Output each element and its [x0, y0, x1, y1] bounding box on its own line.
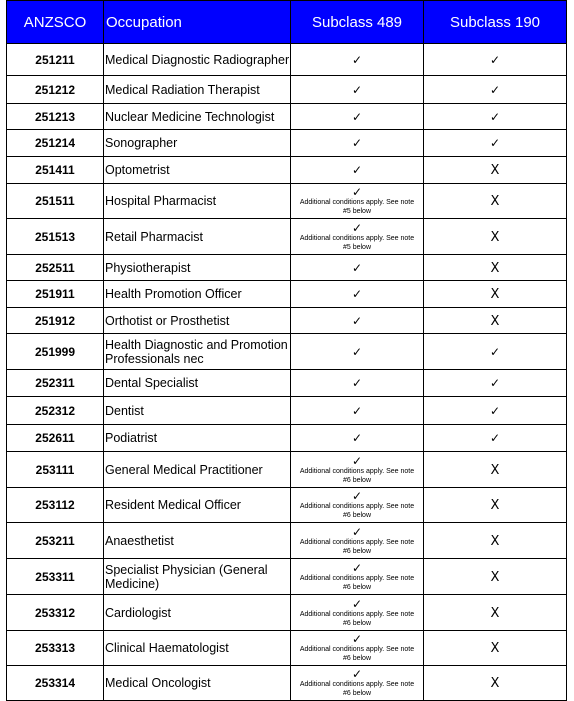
anzsco-code: 251211 [7, 44, 104, 76]
occupation-name: Dental Specialist [104, 370, 291, 397]
anzsco-code: 253312 [7, 595, 104, 631]
anzsco-code: 251511 [7, 184, 104, 219]
checkmark-icon: ✓ [351, 109, 363, 124]
checkmark-icon: ✓ [351, 376, 363, 390]
table-row [7, 631, 567, 666]
anzsco-code: 251411 [7, 157, 104, 184]
occupation-name: Podiatrist [104, 425, 291, 452]
conditions-note: Additional conditions apply. See note [299, 503, 415, 510]
table-row [7, 184, 567, 219]
occupation-name: Orthotist or Prosthetist [104, 308, 291, 334]
anzsco-code: 251912 [7, 308, 104, 334]
conditions-note: Additional conditions apply. See note [299, 467, 415, 475]
checkmark-icon: ✓ [351, 260, 363, 275]
subclass-190-cell [424, 334, 567, 370]
subclass-489-cell [291, 44, 424, 76]
subclass-190-cell [424, 219, 567, 255]
anzsco-code: 251999 [7, 334, 104, 370]
anzsco-code: 253311 [7, 559, 104, 595]
subclass-190-cell [424, 631, 567, 666]
checkmark-icon: ✓ [351, 344, 363, 359]
occupation-name: Medical Radiation Therapist [104, 76, 291, 104]
table-row [7, 370, 567, 397]
table-row [7, 488, 567, 523]
header-subclass-190: Subclass 190 [424, 1, 567, 44]
subclass-489-cell [291, 255, 424, 281]
anzsco-code: 253211 [7, 523, 104, 559]
conditions-note-ref: #6 below [342, 619, 372, 627]
subclass-190-cell [424, 666, 567, 701]
anzsco-code: 252312 [7, 397, 104, 425]
subclass-489-cell [291, 488, 424, 523]
subclass-190-cell [424, 281, 567, 308]
table-row [7, 44, 567, 76]
subclass-489-cell [291, 631, 424, 666]
subclass-190-cell [424, 370, 567, 397]
subclass-489-cell [291, 219, 424, 255]
header-occupation: Occupation [104, 1, 291, 44]
anzsco-code: 251212 [7, 76, 104, 104]
cross-icon: X [490, 194, 500, 209]
header-subclass-489: Subclass 489 [291, 1, 424, 44]
cross-icon: X [490, 163, 500, 178]
subclass-489-cell [291, 666, 424, 701]
table-row [7, 308, 567, 334]
checkmark-icon: ✓ [351, 163, 363, 177]
cross-icon: X [490, 569, 500, 585]
conditions-note-ref: #6 below [342, 476, 372, 484]
cross-icon: X [490, 229, 500, 245]
subclass-190-cell [424, 157, 567, 184]
anzsco-code: 252311 [7, 370, 104, 397]
subclass-489-cell [291, 184, 424, 219]
anzsco-code: 252611 [7, 425, 104, 452]
occupation-name: Physiotherapist [104, 255, 291, 281]
cross-icon: X [490, 287, 500, 302]
subclass-489-cell [291, 370, 424, 397]
subclass-190-cell [424, 44, 567, 76]
subclass-489-cell [291, 559, 424, 595]
occupation-name: Health Promotion Officer [104, 281, 291, 308]
checkmark-icon: ✓ [351, 489, 363, 503]
occupation-name: General Medical Practitioner [104, 452, 291, 488]
checkmark-icon: ✓ [351, 596, 363, 611]
anzsco-code: 253111 [7, 452, 104, 488]
table-row [7, 255, 567, 281]
conditions-note: Additional conditions apply. See note [299, 538, 415, 546]
anzsco-code: 252511 [7, 255, 104, 281]
occupation-name: Optometrist [104, 157, 291, 184]
subclass-190-cell [424, 104, 567, 130]
checkmark-icon: ✓ [351, 313, 363, 328]
subclass-489-cell [291, 595, 424, 631]
occupation-name: Specialist Physician (General Medicine) [104, 559, 291, 595]
table-row [7, 523, 567, 559]
conditions-note: Additional conditions apply. See note [299, 199, 415, 206]
checkmark-icon: ✓ [351, 52, 363, 67]
subclass-190-cell [424, 488, 567, 523]
occupation-name: Medical Oncologist [104, 666, 291, 701]
conditions-note: Additional conditions apply. See note [299, 681, 415, 688]
table-row [7, 559, 567, 595]
table-row [7, 425, 567, 452]
checkmark-icon: ✓ [489, 136, 501, 150]
checkmark-icon: ✓ [489, 52, 501, 67]
table-row [7, 219, 567, 255]
occupation-name: Medical Diagnostic Radiographer [104, 44, 291, 76]
checkmark-icon: ✓ [489, 376, 501, 390]
checkmark-icon: ✓ [489, 431, 501, 445]
checkmark-icon: ✓ [351, 560, 363, 575]
conditions-note-ref: #5 below [342, 243, 372, 251]
table-row [7, 157, 567, 184]
table-header-row [7, 1, 567, 44]
occupation-name: Retail Pharmacist [104, 219, 291, 255]
table-row [7, 76, 567, 104]
table-row [7, 281, 567, 308]
conditions-note: Additional conditions apply. See note [299, 646, 415, 653]
occupation-name: Dentist [104, 397, 291, 425]
checkmark-icon: ✓ [351, 403, 363, 418]
subclass-489-cell [291, 308, 424, 334]
subclass-190-cell [424, 130, 567, 157]
checkmark-icon: ✓ [351, 185, 363, 199]
anzsco-code: 253313 [7, 631, 104, 666]
subclass-489-cell [291, 452, 424, 488]
conditions-note-ref: #6 below [342, 655, 372, 662]
conditions-note-ref: #6 below [342, 512, 372, 519]
conditions-note: Additional conditions apply. See note [299, 574, 415, 582]
table-row [7, 104, 567, 130]
anzsco-code: 251911 [7, 281, 104, 308]
occupation-table [6, 0, 567, 701]
table-body [7, 44, 567, 701]
cross-icon: X [490, 260, 500, 276]
occupation-name: Health Diagnostic and Promotion Professionals nec [104, 334, 291, 370]
conditions-note-ref: #6 below [342, 547, 372, 555]
subclass-489-cell [291, 334, 424, 370]
checkmark-icon: ✓ [351, 431, 363, 445]
cross-icon: X [490, 605, 500, 621]
table-row [7, 595, 567, 631]
occupation-name: Nuclear Medicine Technologist [104, 104, 291, 130]
subclass-489-cell [291, 157, 424, 184]
subclass-190-cell [424, 76, 567, 104]
subclass-489-cell [291, 397, 424, 425]
checkmark-icon: ✓ [489, 344, 501, 359]
conditions-note: Additional conditions apply. See note [299, 610, 415, 618]
subclass-190-cell [424, 184, 567, 219]
table-row [7, 397, 567, 425]
subclass-190-cell [424, 559, 567, 595]
subclass-190-cell [424, 255, 567, 281]
subclass-190-cell [424, 308, 567, 334]
occupation-name: Sonographer [104, 130, 291, 157]
cross-icon: X [490, 533, 500, 549]
conditions-note-ref: #6 below [342, 583, 372, 591]
checkmark-icon: ✓ [351, 453, 363, 468]
checkmark-icon: ✓ [351, 667, 363, 681]
subclass-489-cell [291, 76, 424, 104]
checkmark-icon: ✓ [351, 524, 363, 539]
conditions-note-ref: #6 below [342, 690, 372, 697]
subclass-489-cell [291, 523, 424, 559]
occupation-name: Cardiologist [104, 595, 291, 631]
occupation-name: Hospital Pharmacist [104, 184, 291, 219]
checkmark-icon: ✓ [489, 109, 501, 124]
subclass-190-cell [424, 523, 567, 559]
subclass-489-cell [291, 425, 424, 452]
subclass-190-cell [424, 452, 567, 488]
occupation-name: Clinical Haematologist [104, 631, 291, 666]
checkmark-icon: ✓ [351, 82, 363, 97]
checkmark-icon: ✓ [351, 136, 363, 150]
cross-icon: X [490, 313, 500, 329]
occupation-name: Anaesthetist [104, 523, 291, 559]
table-row [7, 452, 567, 488]
subclass-190-cell [424, 595, 567, 631]
table-row [7, 666, 567, 701]
cross-icon: X [490, 676, 500, 691]
checkmark-icon: ✓ [489, 403, 501, 418]
anzsco-code: 251513 [7, 219, 104, 255]
header-anzsco: ANZSCO [7, 1, 104, 44]
conditions-note: Additional conditions apply. See note [299, 234, 415, 242]
conditions-note-ref: #5 below [342, 208, 372, 215]
table-row [7, 334, 567, 370]
cross-icon: X [490, 498, 500, 513]
cross-icon: X [490, 641, 500, 656]
subclass-489-cell [291, 130, 424, 157]
checkmark-icon: ✓ [351, 220, 363, 235]
checkmark-icon: ✓ [351, 632, 363, 646]
table-row [7, 130, 567, 157]
subclass-190-cell [424, 425, 567, 452]
occupation-name: Resident Medical Officer [104, 488, 291, 523]
anzsco-code: 251214 [7, 130, 104, 157]
subclass-489-cell [291, 104, 424, 130]
checkmark-icon: ✓ [351, 287, 363, 301]
checkmark-icon: ✓ [489, 82, 501, 97]
anzsco-code: 251213 [7, 104, 104, 130]
cross-icon: X [490, 462, 500, 478]
anzsco-code: 253314 [7, 666, 104, 701]
subclass-190-cell [424, 397, 567, 425]
subclass-489-cell [291, 281, 424, 308]
anzsco-code: 253112 [7, 488, 104, 523]
